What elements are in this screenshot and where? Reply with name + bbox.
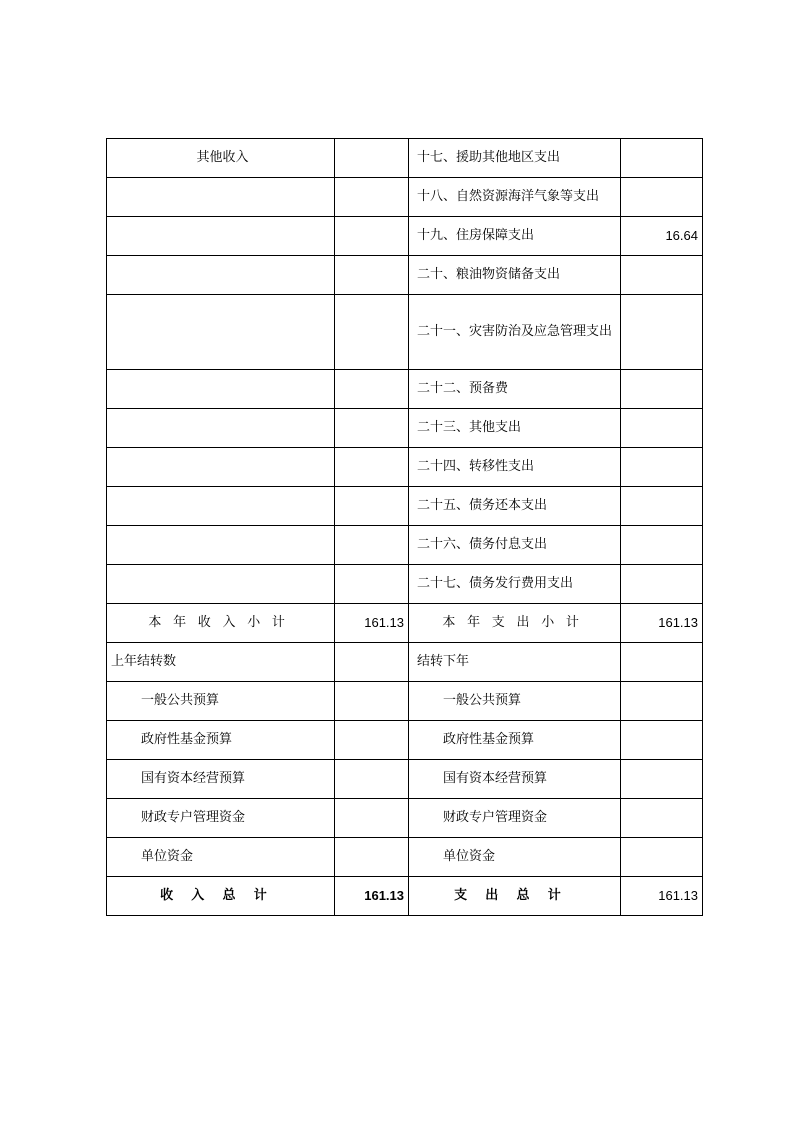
expense-value [621, 487, 703, 526]
carry-item-row [107, 721, 703, 760]
carry-item-row [107, 682, 703, 721]
expense-value [621, 295, 703, 370]
table-row [107, 565, 703, 604]
carry-out-item: 单位资金 [409, 838, 621, 877]
budget-table [106, 138, 703, 916]
expense-item: 二十二、预备费 [409, 370, 621, 409]
carry-item-row [107, 799, 703, 838]
carry-out-item-value [621, 838, 703, 877]
carry-in-item-value [335, 760, 409, 799]
income-value [335, 256, 409, 295]
carry-in-item-value [335, 799, 409, 838]
table-row [107, 139, 703, 178]
table-row [107, 370, 703, 409]
expense-value: 16.64 [621, 217, 703, 256]
expense-value [621, 370, 703, 409]
income-value [335, 409, 409, 448]
carry-out-item-value [621, 760, 703, 799]
income-value [335, 217, 409, 256]
carry-in-label: 上年结转数 [107, 643, 335, 682]
table-row [107, 409, 703, 448]
income-item [107, 565, 335, 604]
income-item [107, 526, 335, 565]
expense-value [621, 256, 703, 295]
total-row [107, 877, 703, 916]
income-item [107, 256, 335, 295]
income-item [107, 448, 335, 487]
expense-item: 十八、自然资源海洋气象等支出 [409, 178, 621, 217]
carry-out-item: 财政专户管理资金 [409, 799, 621, 838]
carry-item-row [107, 838, 703, 877]
expense-item: 十七、援助其他地区支出 [409, 139, 621, 178]
expense-item: 二十三、其他支出 [409, 409, 621, 448]
table-row [107, 256, 703, 295]
income-value [335, 139, 409, 178]
carry-out-item-value [621, 799, 703, 838]
carry-out-value [621, 643, 703, 682]
expense-subtotal-label: 本年支出小计 [409, 604, 621, 643]
income-item [107, 178, 335, 217]
carry-in-item: 政府性基金预算 [107, 721, 335, 760]
table-row [107, 295, 703, 370]
income-total-label: 收入总计 [107, 877, 335, 916]
income-subtotal-value: 161.13 [335, 604, 409, 643]
carry-in-item: 单位资金 [107, 838, 335, 877]
expense-item: 二十一、灾害防治及应急管理支出 [409, 295, 621, 370]
income-item [107, 295, 335, 370]
table-row [107, 448, 703, 487]
carry-in-item: 财政专户管理资金 [107, 799, 335, 838]
income-value [335, 526, 409, 565]
carry-out-label: 结转下年 [409, 643, 621, 682]
income-item [107, 487, 335, 526]
carry-out-item: 一般公共预算 [409, 682, 621, 721]
expense-subtotal-value: 161.13 [621, 604, 703, 643]
table-row [107, 217, 703, 256]
income-value [335, 295, 409, 370]
carry-in-item-value [335, 838, 409, 877]
expense-item: 二十四、转移性支出 [409, 448, 621, 487]
carry-out-item-value [621, 721, 703, 760]
income-value [335, 178, 409, 217]
expense-total-label: 支出总计 [409, 877, 621, 916]
income-item [107, 409, 335, 448]
carry-item-row [107, 760, 703, 799]
budget-table-sheet [106, 138, 702, 916]
subtotal-row [107, 604, 703, 643]
expense-item: 二十、粮油物资储备支出 [409, 256, 621, 295]
expense-item: 十九、住房保障支出 [409, 217, 621, 256]
carry-in-value [335, 643, 409, 682]
carry-out-item: 政府性基金预算 [409, 721, 621, 760]
expense-total-value: 161.13 [621, 877, 703, 916]
expense-item: 二十六、债务付息支出 [409, 526, 621, 565]
carry-in-item-value [335, 721, 409, 760]
expense-item: 二十五、债务还本支出 [409, 487, 621, 526]
income-item: 其他收入 [107, 139, 335, 178]
carry-in-item: 国有资本经营预算 [107, 760, 335, 799]
income-value [335, 370, 409, 409]
carry-in-item: 一般公共预算 [107, 682, 335, 721]
income-item [107, 370, 335, 409]
carry-row [107, 643, 703, 682]
income-value [335, 565, 409, 604]
expense-value [621, 448, 703, 487]
expense-item: 二十七、债务发行费用支出 [409, 565, 621, 604]
expense-value [621, 565, 703, 604]
expense-value [621, 409, 703, 448]
income-value [335, 487, 409, 526]
table-row [107, 526, 703, 565]
income-value [335, 448, 409, 487]
table-row [107, 178, 703, 217]
carry-out-item-value [621, 682, 703, 721]
expense-value [621, 139, 703, 178]
income-subtotal-label: 本年收入小计 [107, 604, 335, 643]
income-item [107, 217, 335, 256]
carry-out-item: 国有资本经营预算 [409, 760, 621, 799]
expense-value [621, 526, 703, 565]
income-total-value: 161.13 [335, 877, 409, 916]
expense-value [621, 178, 703, 217]
table-row [107, 487, 703, 526]
carry-in-item-value [335, 682, 409, 721]
